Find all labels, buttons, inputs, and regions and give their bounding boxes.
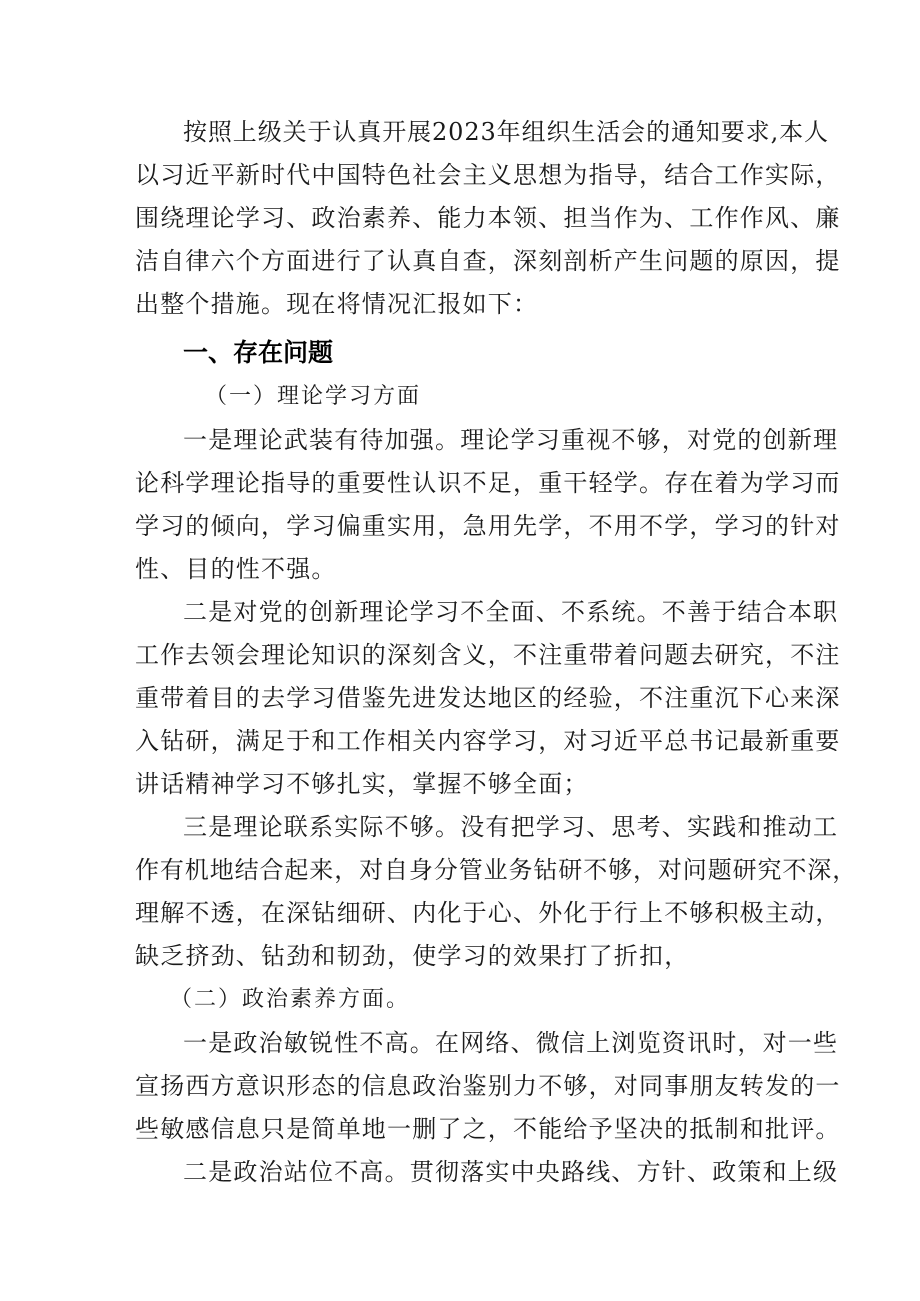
intro-line-4: 洁自律六个方面进行了认真自查，深刻剖析产生问题的原因，提 — [135, 247, 841, 275]
subsection-heading-politics: （二）政治素养方面。 — [170, 987, 411, 1012]
paragraph-line: 入钻研，满足于和工作相关内容学习，对习近平总书记最新重要 — [135, 727, 841, 755]
paragraph-line: 宣扬西方意识形态的信息政治鉴别力不够，对同事朋友转发的一 — [135, 1072, 841, 1100]
paragraph-line: 一是理论武装有待加强。理论学习重视不够，对党的创新理 — [183, 426, 839, 454]
paragraph-line: 工作去领会理论知识的深刻含义，不注重带着问题去研究，不注 — [135, 641, 841, 669]
paragraph-line: 缺乏挤劲、钻劲和韧劲，使学习的效果打了折扣， — [135, 942, 690, 970]
paragraph-line: 二是对党的创新理论学习不全面、不系统。不善于结合本职 — [183, 598, 839, 626]
paragraph-line: 三是理论联系实际不够。没有把学习、思考、实践和推动工 — [183, 813, 839, 841]
paragraph-line: 重带着目的去学习借鉴先进发达地区的经验，不注重沉下心来深 — [135, 684, 841, 712]
intro-line-5: 出整个措施。现在将情况汇报如下： — [135, 290, 539, 318]
intro-line-2: 以习近平新时代中国特色社会主义思想为指导，结合工作实际， — [135, 161, 841, 189]
paragraph-line: 些敏感信息只是简单地一删了之，不能给予坚决的抵制和批评。 — [135, 1115, 841, 1143]
paragraph-line: 二是政治站位不高。贯彻落实中央路线、方针、政策和上级 — [183, 1158, 839, 1186]
paragraph-line: 讲话精神学习不够扎实，掌握不够全面； — [135, 770, 589, 798]
subsection-heading-theory: （一）理论学习方面 — [205, 384, 422, 409]
paragraph-line: 学习的倾向，学习偏重实用，急用先学，不用不学，学习的针对 — [135, 512, 841, 540]
paragraph-line: 理解不透，在深钻细研、内化于心、外化于行上不够积极主动， — [135, 899, 841, 927]
section-heading-problems: 一、存在问题 — [183, 338, 334, 367]
paragraph-line: 一是政治敏锐性不高。在网络、微信上浏览资讯时，对一些 — [183, 1029, 839, 1057]
intro-line-1: 按照上级关于认真开展2023年组织生活会的通知要求,本人 — [183, 118, 829, 146]
paragraph-line: 论科学理论指导的重要性认识不足，重干轻学。存在着为学习而 — [135, 469, 841, 497]
paragraph-line: 性、目的性不强。 — [135, 555, 337, 583]
paragraph-line: 作有机地结合起来，对自身分管业务钻研不够，对问题研究不深， — [135, 856, 858, 884]
intro-line-3: 围绕理论学习、政治素养、能力本领、担当作为、工作作风、廉 — [135, 204, 841, 232]
